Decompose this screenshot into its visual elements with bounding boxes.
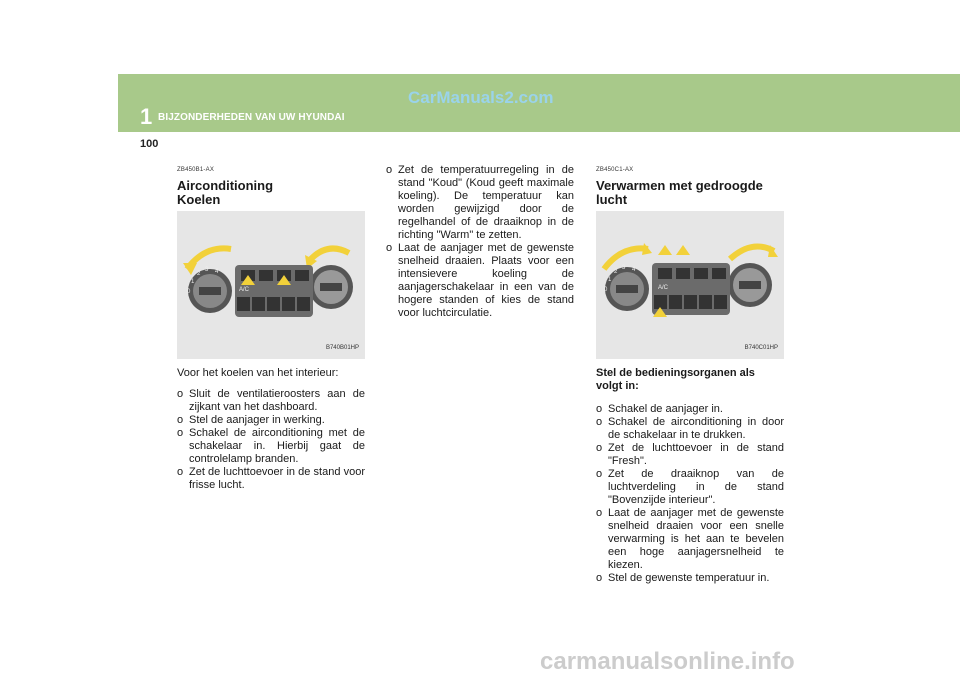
knob-number-3: 3 — [205, 267, 209, 273]
list-item: o Zet de luchttoevoer in de stand voor frisse lucht. — [177, 466, 365, 492]
knob-number-1: 1 — [191, 279, 195, 285]
climate-panel-figure-cooling — [177, 211, 365, 359]
watermark-bottom[interactable]: carmanualsonline.info — [540, 648, 795, 675]
list-item: o Zet de temperatuurregeling in de stand "Koud" (Koud geeft maximale koeling). De temperatuur kan worden gewijzigd door de regelhandel of de draaiknop in de richting "Warm" te zetten. — [386, 164, 574, 242]
page-number: 100 — [140, 138, 159, 150]
knob-number-3: 3 — [622, 265, 626, 271]
list-item: o Schakel de aanjager in. — [596, 403, 784, 416]
heating-subtitle: Stel de bedieningsorganen als volgt in: — [596, 367, 755, 392]
list-item: o Stel de aanjager in werking. — [177, 414, 365, 427]
climate-panel-illustration — [177, 211, 365, 359]
section-title-line1: Airconditioning — [177, 178, 274, 193]
heating-bullet-list — [596, 403, 784, 585]
knob-number-2: 2 — [197, 271, 201, 277]
figure-code: B740B01HP — [325, 345, 359, 351]
knob-number-0: 0 — [187, 289, 191, 295]
figure-code: B740C01HP — [744, 345, 778, 351]
knob-number-4: 4 — [632, 267, 636, 273]
list-item: o Zet de luchttoevoer in de stand "Fresh". — [596, 442, 784, 468]
section-title — [177, 179, 365, 207]
cooling-intro: Voor het koelen van het interieur: — [177, 367, 339, 379]
knob-number-2: 2 — [614, 269, 618, 275]
list-item: o Schakel de airconditioning met de schakelaar in. Hierbij gaat de controlelamp branden. — [177, 427, 365, 466]
list-item: o Zet de draaiknop van de luchtverdeling in de stand "Bovenzijde interieur". — [596, 468, 784, 507]
list-item: o Sluit de ventilatieroosters aan de zijkant van het dashboard. — [177, 388, 365, 414]
section-title: Verwarmen met gedroogde lucht — [596, 178, 763, 207]
knob-number-1: 1 — [608, 277, 612, 283]
chapter-title: BIJZONDERHEDEN VAN UW HYUNDAI — [158, 112, 345, 123]
middle-column — [386, 164, 574, 320]
section-code: ZB450C1-AX — [596, 167, 634, 173]
list-item: o Laat de aanjager met de gewenste snelheid draaien voor een snelle verwarming is het aan te bevelen een hoge aanjagersnelheid te kiezen. — [596, 507, 784, 572]
right-column — [596, 164, 784, 585]
climate-panel-illustration — [596, 211, 784, 359]
ac-label: A/C — [239, 287, 250, 293]
section-code: ZB450B1-AX — [177, 167, 215, 173]
watermark-top[interactable]: CarManuals2.com — [408, 88, 554, 107]
section-title-line2: Koelen — [177, 192, 221, 207]
list-item: o Schakel de airconditioning in door de schakelaar in te drukken. — [596, 416, 784, 442]
list-item: o Laat de aanjager met de gewenste snelheid draaien. Plaats voor een intensievere koeling de aanjagerschakelaar in een van de hogere standen of kies de stand voor luchtcirculatie. — [386, 242, 574, 320]
knob-number-4: 4 — [215, 269, 219, 275]
knob-number-0: 0 — [604, 287, 608, 293]
climate-panel-figure-heating — [596, 211, 784, 359]
left-column — [177, 164, 365, 492]
ac-label: A/C — [658, 285, 669, 291]
cooling-bullet-list — [177, 388, 365, 492]
cooling-bullet-list-continued — [386, 164, 574, 320]
list-item: o Stel de gewenste temperatuur in. — [596, 572, 784, 585]
chapter-number: 1 — [140, 104, 153, 129]
